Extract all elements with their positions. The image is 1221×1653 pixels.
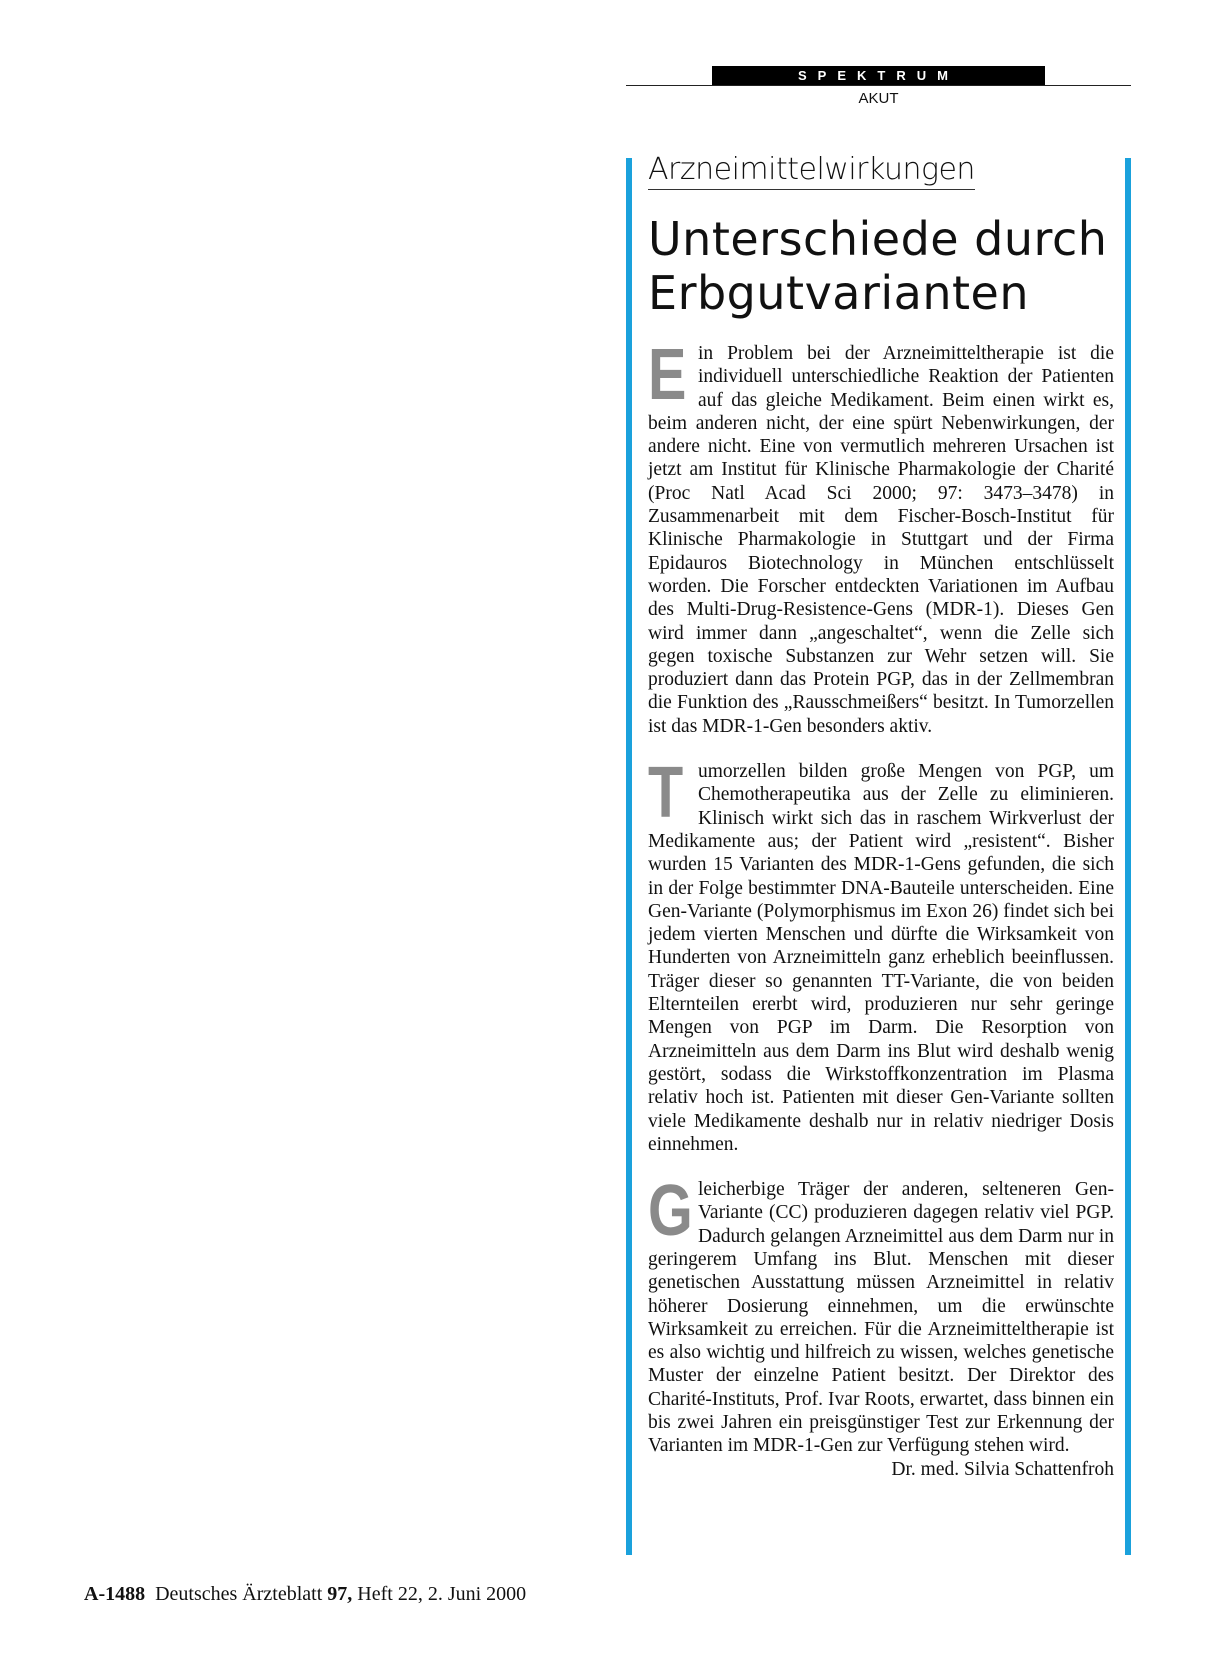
page-footer: [84, 1583, 526, 1606]
article-body: [648, 335, 1114, 1481]
paragraph-1: [648, 335, 1114, 738]
paragraph-3: [648, 1171, 1114, 1480]
section-label: SPEKTRUM: [712, 66, 1045, 85]
subsection-label: AKUT: [858, 90, 899, 107]
article-left-border: [626, 158, 632, 1555]
paragraph-text: leicherbige Träger der anderen, selteneren Gen-Variante (CC) produzieren dagegen relativ viel PGP. Dadurch gelangen Arzneimittel aus dem Darm nur in geringerem Umfang ins Blut. Menschen mit dieser genetischen Ausstattung müssen Arzneimittel in relativ höherer Dosierung einnehmen, um die erwünschte Wirksamkeit zu erreichen. Für die Arzneimitteltherapie ist es also wichtig und hilfreich zu wissen, welches genetische Muster der einzelne Patient besitzt. Der Direktor des Charité-Instituts, Prof. Ivar Roots, erwartet, dass binnen ein bis zwei Jahren ein preisgünstiger Test zur Erkennung der Varianten im MDR-1-Gen zur Verfügung stehen wird.: [648, 1179, 1114, 1457]
drop-cap: E: [648, 335, 687, 415]
paragraph-text: in Problem bei der Arzneimitteltherapie ist die individuell unterschiedliche Reaktion der Patienten auf das gleiche Medikament. Beim einen wirkt es, beim anderen nicht, der eine spürt Nebenwirkungen, der andere nicht. Eine von vermutlich mehreren Ursachen ist jetzt am Institut für Klinische Pharmakologie der Charité (Proc Natl Acad Sci 2000; 97: 3473–3478) in Zusammenarbeit mit dem Fischer-Bosch-Institut für Klinische Pharmakologie in Stuttgart und der Firma Epidauros Biotechnology in München entschlüsselt worden. Die Forscher entdeckten Variationen im Aufbau des Multi-Drug-Resistence-Gens (MDR-1). Dieses Gen wird immer dann „angeschaltet“, wenn die Zelle sich gegen toxische Substanzen zur Wehr setzen will. Sie produziert dann das Protein PGP, das in der Zellmembran die Funktion des „Rausschmeißers“ besitzt. In Tumorzellen ist das MDR-1-Gen besonders aktiv.: [648, 343, 1114, 737]
paragraph-2: [648, 753, 1114, 1156]
issue-date: Heft 22, 2. Juni 2000: [357, 1583, 527, 1605]
drop-cap: G: [648, 1171, 693, 1252]
volume-number: 97,: [327, 1583, 353, 1605]
article-headline: [648, 212, 1118, 320]
journal-name: Deutsches Ärzteblatt: [155, 1583, 323, 1605]
author-signature: Dr. med. Silvia Schattenfroh: [891, 1458, 1114, 1480]
drop-cap: T: [648, 753, 684, 834]
article-right-border: [1125, 158, 1131, 1555]
headline-line-1: Unterschiede durch: [648, 212, 1108, 266]
article-kicker: Arzneimittelwirkungen: [648, 152, 975, 190]
headline-line-2: Erbgutvarianten: [648, 266, 1030, 320]
paragraph-text: umorzellen bilden große Mengen von PGP, um Chemotherapeutika aus der Zelle zu eliminieren. Klinisch wirkt sich das in raschem Wirkverlust der Medikamente aus; der Patient wird „resistent“. Bisher wurden 15 Varianten des MDR-1-Gens gefunden, die sich in der Folge bestimmter DNA-Bauteile unterscheiden. Eine Gen-Variante (Polymorphismus im Exon 26) findet sich bei jedem vierten Menschen und dürfte die Wirksamkeit von Hunderten von Arzneimitteln ganz erheblich beeinflussen. Träger dieser so genannten TT-Variante, die von beiden Elternteilen ererbt wird, produzieren nur sehr geringe Mengen von PGP im Darm. Die Resorption von Arzneimitteln aus dem Darm ins Blut wird deshalb wenig gestört, sodass die Wirkstoffkonzentration im Plasma relativ hoch ist. Patienten mit dieser Gen-Variante sollten viele Medikamente deshalb nur in relativ niedriger Dosis einnehmen.: [648, 761, 1114, 1155]
header-rule: [626, 85, 1131, 86]
page-number: A-1488: [84, 1583, 146, 1605]
